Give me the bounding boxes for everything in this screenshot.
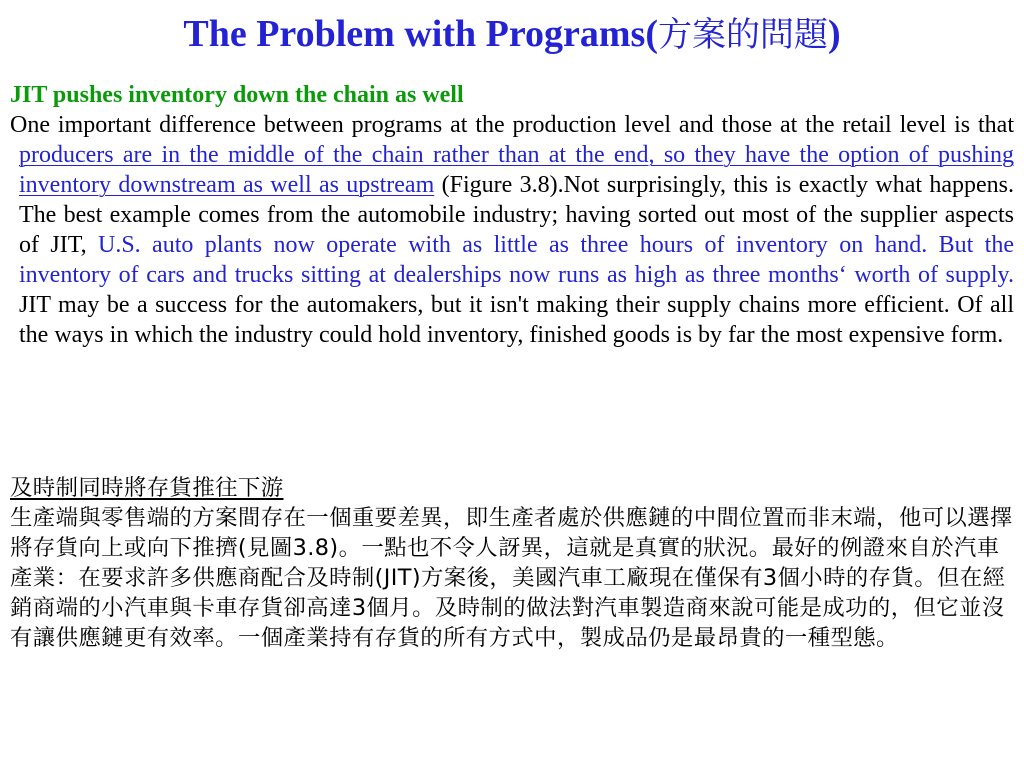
- chinese-body: 生產端與零售端的方案間存在一個重要差異，即生產者處於供應鏈的中間位置而非末端，他可以選擇將存貨向上或向下推擠(見圖3.8)。一點也不令人訝異，這就是真實的狀況。最好的例證來自於汽車產業：在要求許多供應商配合及時制(JIT)方案後，美國汽車工廠現在僅保有3個小時的存貨。但在經銷商端的小汽車與卡車存貨卻高達3個月。及時制的做法對汽車製造商來說可能是成功的，但它並沒有讓供應鏈更有效率。一個產業持有存貨的所有方式中，製成品仍是最昂貴的一種型態。: [10, 505, 1013, 651]
- chinese-section: [10, 473, 1014, 653]
- english-section: [10, 80, 1014, 350]
- english-body-underlined-text: producers are in the middle of the chain rather than at the end, so they have the option of pushing inventory downstream as well as upstream: [19, 142, 1014, 198]
- english-subheading: JIT pushes inventory down the chain as well: [10, 82, 464, 108]
- slide-title: [0, 10, 1024, 59]
- slide-title-chinese: 方案的問題: [657, 15, 828, 55]
- english-body-part-3: JIT may be a success for the automakers, but it isn't making their supply chains more efficient. Of all the ways in which the industry could hold inventory, finished goods is by far the most expensive form.: [19, 292, 1014, 348]
- english-body-part-1: One important difference between programs at the production level and those at the retail level is that: [10, 112, 1014, 138]
- english-body-part-2: (Figure 3.8).Not surprisingly, this is exactly what happens. The best example comes from the automobile industry; having sorted out most of the supplier aspects of JIT,: [19, 172, 1015, 258]
- slide-title-english: The Problem with Programs(: [183, 13, 658, 55]
- slide-title-close-paren: ): [827, 13, 841, 55]
- chinese-heading: 及時制同時將存貨推往下游: [10, 475, 284, 501]
- english-body: [10, 110, 1014, 350]
- english-body-highlight: U.S. auto plants now operate with as little as three hours of inventory on hand. But the inventory of cars and trucks sitting at dealerships now runs as high as three months‘ worth of supply.: [19, 232, 1015, 288]
